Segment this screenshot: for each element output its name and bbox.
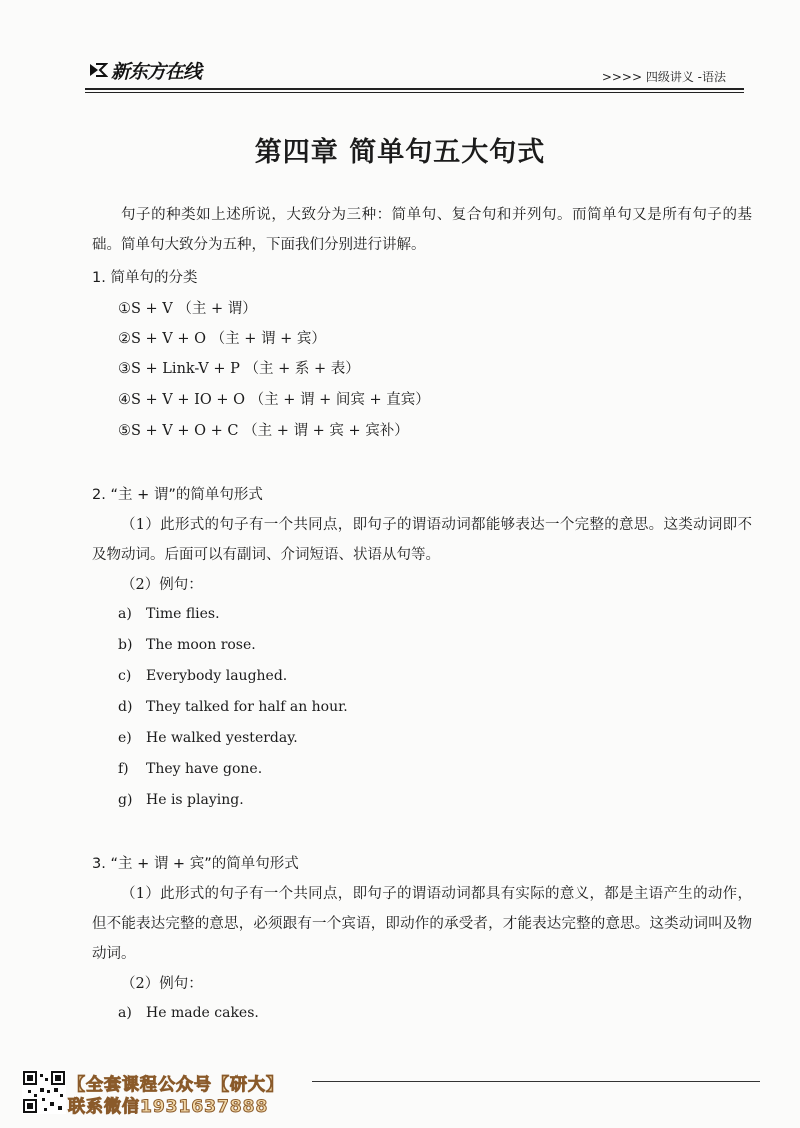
classification-item: ③S + Link-V + P （主 + 系 + 表） xyxy=(118,361,360,377)
example-label: g) xyxy=(118,792,133,808)
header-section-label: >>>> 四级讲义 -语法 xyxy=(601,70,726,84)
classification-item: ②S + V + O （主 + 谓 + 宾） xyxy=(118,331,326,347)
example-sentence xyxy=(118,730,298,746)
example-label: d) xyxy=(118,699,133,715)
header-divider xyxy=(85,88,744,90)
logo-icon xyxy=(88,60,108,80)
example-text: The moon rose. xyxy=(146,637,256,653)
example-text: He walked yesterday. xyxy=(146,730,298,746)
example-text: They talked for half an hour. xyxy=(146,699,348,715)
example-sentence xyxy=(118,637,256,653)
section2-heading: 2. “主 + 谓”的简单句形式 xyxy=(92,487,263,503)
example-text: Everybody laughed. xyxy=(146,668,288,684)
example-label: a) xyxy=(118,1005,132,1021)
example-label: e) xyxy=(118,730,132,746)
example-label: c) xyxy=(118,668,132,684)
section3-explanation: （1）此形式的句子有一个共同点，即句子的谓语动词都具有实际的意义，都是主语产生的动作，但不能表达完整的意思，必须跟有一个宾语，即动作的承受者，才能表达完整的意思。这类动词叫及物动词。 xyxy=(92,886,752,962)
example-sentence xyxy=(118,792,244,808)
footer-watermark xyxy=(0,1064,800,1128)
classification-item: ⑤S + V + O + C （主 + 谓 + 宾 + 宾补） xyxy=(118,423,409,439)
example-label: f) xyxy=(118,761,129,777)
example-text: They have gone. xyxy=(146,761,263,777)
classification-item: ①S + V （主 + 谓） xyxy=(118,301,257,317)
section1-heading: 1. 简单句的分类 xyxy=(92,270,198,286)
classification-item: ④S + V + IO + O （主 + 谓 + 间宾 + 直宾） xyxy=(118,392,430,408)
example-sentence xyxy=(118,1005,259,1021)
example-sentence xyxy=(118,668,287,684)
footer-divider xyxy=(312,1081,760,1082)
intro-paragraph: 句子的种类如上述所说，大致分为三种：简单句、复合句和并列句。而简单句又是所有句子的基础。简单句大致分为五种，下面我们分别进行讲解。 xyxy=(92,207,752,253)
footer-line-2: 联系微信1931637888 xyxy=(68,1097,269,1117)
example-sentence xyxy=(118,761,262,777)
logo-text: 新东方在线 xyxy=(111,60,202,83)
example-label: a) xyxy=(118,606,132,622)
footer-line-1: 【全套课程公众号【研大】 xyxy=(68,1075,284,1095)
example-text: Time flies. xyxy=(146,606,220,622)
example-label: b) xyxy=(118,637,133,653)
example-sentence xyxy=(118,699,348,715)
example-sentence xyxy=(118,606,220,622)
example-text: He is playing. xyxy=(146,792,244,808)
section3-examples-label: （2）例句： xyxy=(121,976,203,992)
section2-explanation: （1）此形式的句子有一个共同点，即句子的谓语动词都能够表达一个完整的意思。这类动词即不及物动词。后面可以有副词、介词短语、状语从句等。 xyxy=(92,517,752,563)
page-title: 第四章 简单句五大句式 xyxy=(254,137,546,168)
section2-examples-label: （2）例句： xyxy=(121,577,203,593)
example-text: He made cakes. xyxy=(146,1005,259,1021)
logo xyxy=(88,55,201,85)
header-divider-thin xyxy=(85,92,744,93)
section3-heading: 3. “主 + 谓 + 宾”的简单句形式 xyxy=(92,856,299,872)
qr-code-icon xyxy=(22,1070,66,1114)
